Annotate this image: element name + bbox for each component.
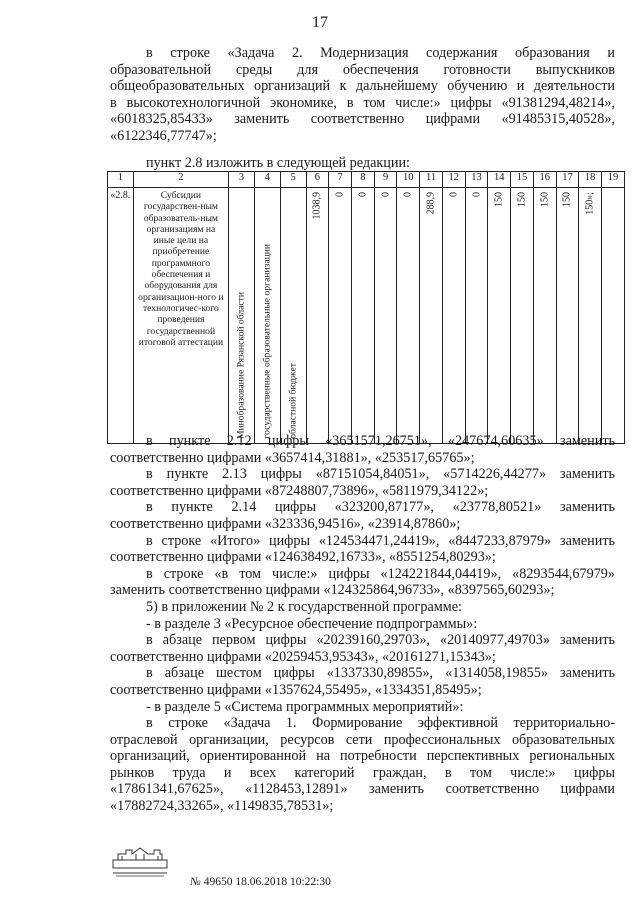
value-text: 150 <box>493 192 505 207</box>
value-cell <box>511 188 534 444</box>
registry-seal-icon <box>112 846 168 878</box>
intro-line: общеобразовательных организаций к дальнейшему обучению и деятельности <box>110 78 615 95</box>
header-cell: 6 <box>306 172 329 188</box>
header-cell: 5 <box>280 172 306 188</box>
body-line: заменить соответственно цифрами «124325864,96733», «8397565,60293»; <box>110 582 555 599</box>
body-line: соответственно цифрами «87248807,73896», «5811979,34122»; <box>110 482 489 499</box>
number-symbol: № <box>190 876 201 888</box>
header-cell: 13 <box>465 172 488 188</box>
body-line: соответственно цифрами «20259453,95343», «20161271,15343»; <box>110 648 496 665</box>
body-line: в абзаце шестом цифры «1337330,89855», «1314058,19855» заменить <box>146 665 615 682</box>
body-line: организаций, ориентированной на потребности перспективных региональных <box>110 748 615 765</box>
header-cell: 2 <box>133 172 228 188</box>
body-line: - в разделе 3 «Ресурсное обеспечение подпрограммы»: <box>146 615 478 632</box>
header-cell: 14 <box>488 172 511 188</box>
intro-paragraph <box>110 45 615 145</box>
value-text: 288,9 <box>425 192 437 215</box>
value-cell <box>602 188 625 444</box>
header-cell: 16 <box>533 172 556 188</box>
value-text: 150»; <box>584 192 596 215</box>
value-cell <box>488 188 511 444</box>
value-cell <box>306 188 329 444</box>
header-cell: 1 <box>108 172 134 188</box>
intro-line: образовательной среды для обеспечения готовности выпускников <box>110 61 615 78</box>
header-cell: 4 <box>254 172 280 188</box>
body-line: в строке «в том числе:» цифры «124221844,04419», «8293544,67979» <box>146 565 615 582</box>
value-cell <box>351 188 374 444</box>
body-line: в строке «Итого» цифры «124534471,24419», «8447233,87979» заменить <box>146 532 615 549</box>
header-cell: 3 <box>228 172 254 188</box>
body-line: - в разделе 5 «Система программных мероприятий»: <box>146 698 464 715</box>
body-line: в абзаце первом цифры «20239160,29703», «20140977,49703» заменить <box>146 632 615 649</box>
value-cell <box>556 188 579 444</box>
page-number: 17 <box>312 14 328 31</box>
body-line: в строке «Задача 1. Формирование эффективной территориально- <box>146 715 615 732</box>
value-cell <box>374 188 397 444</box>
body-line: соответственно цифрами «3657414,31881», «253517,65765»; <box>110 449 475 466</box>
header-cell: 17 <box>556 172 579 188</box>
registration-stamp <box>190 876 331 888</box>
body-line: соответственно цифрами «1357624,55495», «1334351,85495»; <box>110 681 482 698</box>
header-cell: 11 <box>420 172 443 188</box>
value-text: 150 <box>561 192 573 207</box>
intro-line: в строке «Задача 2. Модернизация содержания образования и <box>146 45 615 61</box>
table-row <box>108 188 625 444</box>
body-line: в пункте 2.13 цифры «87151054,84051», «5714226,44277» заменить <box>146 466 615 483</box>
value-cell <box>420 188 443 444</box>
value-text: 0 <box>334 192 346 197</box>
value-text: 0 <box>402 192 414 197</box>
body-line: «17861341,67625», «1128453,12891» заменить соответственно цифрами <box>110 781 615 798</box>
intro-line: «6018325,85433» заменить соответственно цифрами «91485315,40528», <box>110 111 615 128</box>
header-cell: 7 <box>329 172 352 188</box>
body-line: в пункте 2.12 цифры «3651571,26751», «247674,60635» заменить <box>146 433 615 449</box>
row-recipient-cell <box>254 188 280 444</box>
table-header-row <box>108 172 625 188</box>
program-table <box>107 171 625 444</box>
value-text: 150 <box>539 192 551 207</box>
recipient-text: государственные образовательные организации <box>261 244 273 439</box>
value-text: 0 <box>380 192 392 197</box>
row-executor-cell <box>228 188 254 444</box>
header-cell: 18 <box>579 172 602 188</box>
value-text: 0 <box>448 192 460 197</box>
body-line: 5) в приложении № 2 к государственной программе: <box>146 598 462 615</box>
value-cell <box>397 188 420 444</box>
header-cell: 9 <box>374 172 397 188</box>
value-text: 1038,9 <box>311 192 323 220</box>
value-text: 0 <box>357 192 369 197</box>
header-cell: 10 <box>397 172 420 188</box>
body-line: отраслевой организации, ресурсов сети профессиональных образовательных <box>110 731 615 748</box>
row-number-cell: «2.8. <box>108 188 134 444</box>
value-text: 0 <box>471 192 482 197</box>
body-text <box>110 433 615 815</box>
punkt-heading: пункт 2.8 изложить в следующей редакции: <box>146 155 410 171</box>
header-cell: 15 <box>511 172 534 188</box>
value-cell <box>465 188 488 444</box>
body-line: соответственно цифрами «323336,94516», «23914,87860»; <box>110 515 461 532</box>
body-line: рынков труда и всех категорий граждан, в том числе:» цифры <box>110 764 615 781</box>
header-cell: 19 <box>602 172 625 188</box>
row-description-cell: Субсидии государствен-ным образователь-ным организациям на иные цели на приобретение программного обеспечения и оборудования для организацион-ного и технологичес-кого проведения государственной итоговой аттестации <box>133 188 228 444</box>
body-line: «17882724,33265», «1149835,78531»; <box>110 798 334 815</box>
executor-text: Минобразование Рязанской области <box>235 291 247 439</box>
intro-line: в высокотехнологичной экономике, в том числе:» цифры «91381294,48214», <box>110 94 615 111</box>
header-cell: 8 <box>351 172 374 188</box>
value-text: 150 <box>516 192 528 207</box>
value-cell <box>329 188 352 444</box>
value-cell <box>533 188 556 444</box>
stamp-text: 49650 18.06.2018 10:22:30 <box>203 876 331 888</box>
row-source-cell <box>280 188 306 444</box>
body-line: в пункте 2.14 цифры «323200,87177», «23778,80521» заменить <box>146 499 615 516</box>
value-cell <box>579 188 602 444</box>
intro-line: «6122346,77747»; <box>110 127 217 144</box>
source-text: областной бюджет <box>287 363 299 439</box>
header-cell: 12 <box>442 172 465 188</box>
body-line: соответственно цифрами «124638492,16733», «8551254,80293»; <box>110 549 496 566</box>
value-cell <box>442 188 465 444</box>
